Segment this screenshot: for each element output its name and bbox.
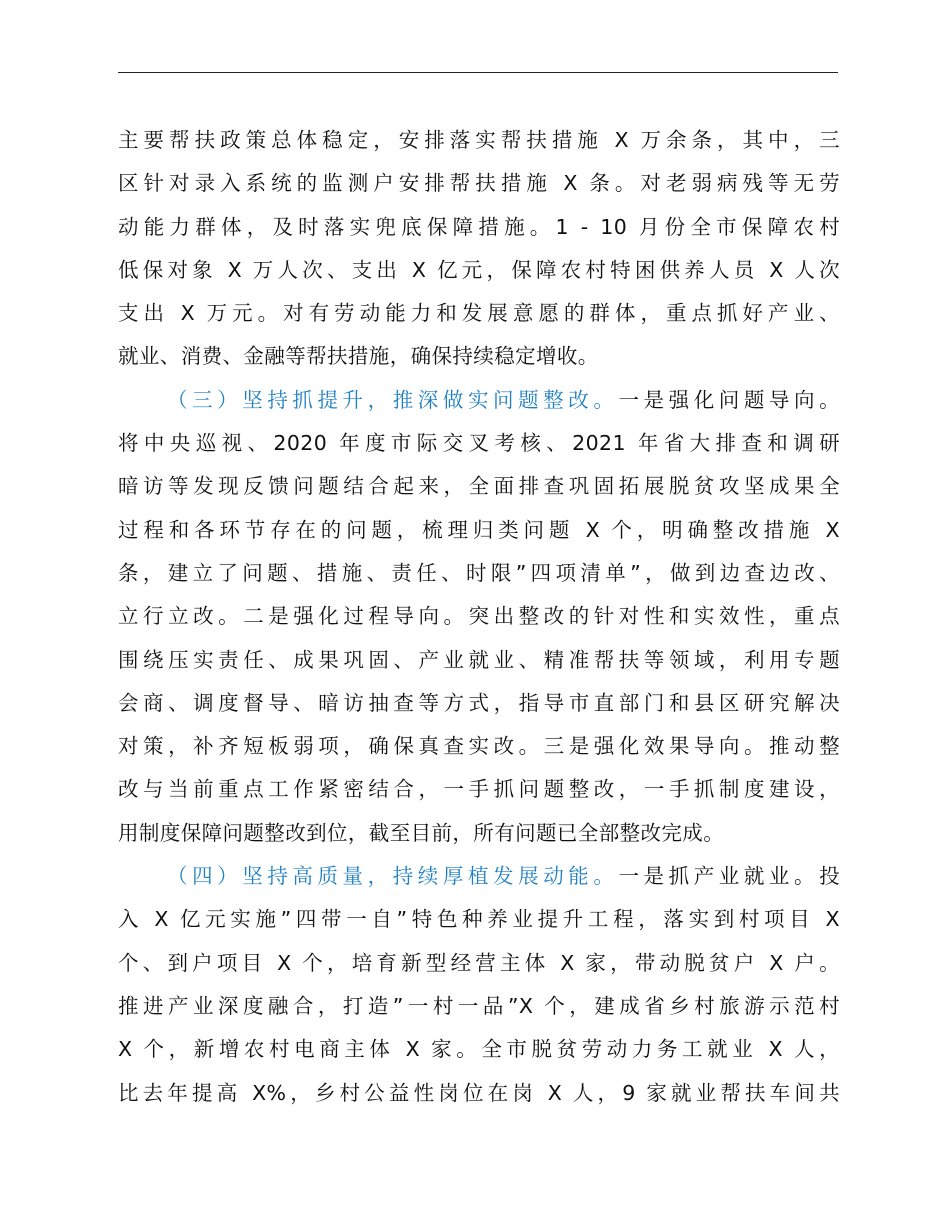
text-line: 会商、调度督导、暗访抽查等方式，指导市直部门和县区研究解决 bbox=[118, 690, 840, 715]
text-line: 就业、消费、金融等帮扶措施，确保持续稳定增收。 bbox=[118, 344, 599, 369]
paragraph-section-4 bbox=[118, 855, 840, 1115]
text-line: 区针对录入系统的监测户安排帮扶措施 X 条。对老弱病残等无劳 bbox=[118, 171, 840, 196]
text-line: 围绕压实责任、成果巩固、产业就业、精准帮扶等领域，利用专题 bbox=[118, 647, 840, 672]
text-line: 比去年提高 X%，乡村公益性岗位在岗 X 人，9 家就业帮扶车间共 bbox=[118, 1080, 840, 1105]
text-run: 一是抓产业就业。投 bbox=[618, 864, 840, 889]
text-line: 支出 X 万元。对有劳动能力和发展意愿的群体，重点抓好产业、 bbox=[118, 301, 840, 326]
text-line: 动能力群体，及时落实兜底保障措施。1 - 10 月份全市保障农村 bbox=[118, 214, 840, 239]
text-line: 立行立改。二是强化过程导向。突出整改的针对性和实效性，重点 bbox=[118, 604, 840, 629]
text-line: 个、到户项目 X 个，培育新型经营主体 X 家，带动脱贫户 X 户。 bbox=[118, 950, 840, 975]
body-text bbox=[118, 119, 840, 1115]
text-line: 主要帮扶政策总体稳定，安排落实帮扶措施 X 万余条，其中，三 bbox=[118, 128, 840, 152]
paragraph-section-3 bbox=[118, 379, 840, 855]
text-line: 暗访等发现反馈问题结合起来，全面排查巩固拓展脱贫攻坚成果全 bbox=[118, 474, 840, 499]
text-line: 过程和各环节存在的问题，梳理归类问题 X 个，明确整改措施 X bbox=[118, 517, 840, 542]
header-rule bbox=[118, 72, 838, 73]
text-line: 推进产业深度融合，打造”一村一品”X 个，建成省乡村旅游示范村 bbox=[118, 993, 840, 1018]
paragraph-1 bbox=[118, 119, 840, 379]
text-line: 低保对象 X 万人次、支出 X 亿元，保障农村特困供养人员 X 人次 bbox=[118, 257, 840, 282]
text-line bbox=[118, 379, 840, 422]
text-line: 入 X 亿元实施”四带一自”特色种养业提升工程，落实到村项目 X bbox=[118, 907, 840, 932]
text-line: 将中央巡视、2020 年度市际交叉考核、2021 年省大排查和调研 bbox=[118, 431, 840, 456]
text-line: 对策，补齐短板弱项，确保真查实改。三是强化效果导向。推动整 bbox=[118, 734, 840, 759]
text-line: 改与当前重点工作紧密结合，一手抓问题整改，一手抓制度建设， bbox=[118, 777, 840, 802]
text-line: 用制度保障问题整改到位，截至目前，所有问题已全部整改完成。 bbox=[118, 820, 725, 845]
section-heading-4: （四）坚持高质量，持续厚植发展动能。 bbox=[167, 864, 619, 889]
section-heading-3: （三）坚持抓提升，推深做实问题整改。 bbox=[167, 387, 619, 412]
text-line: X 个，新增农村电商主体 X 家。全市脱贫劳动力务工就业 X 人， bbox=[118, 1037, 840, 1062]
text-line bbox=[118, 855, 840, 898]
text-line: 条，建立了问题、措施、责任、时限”四项清单”，做到边查边改、 bbox=[118, 560, 840, 585]
text-run: 一是强化问题导向。 bbox=[618, 387, 840, 412]
